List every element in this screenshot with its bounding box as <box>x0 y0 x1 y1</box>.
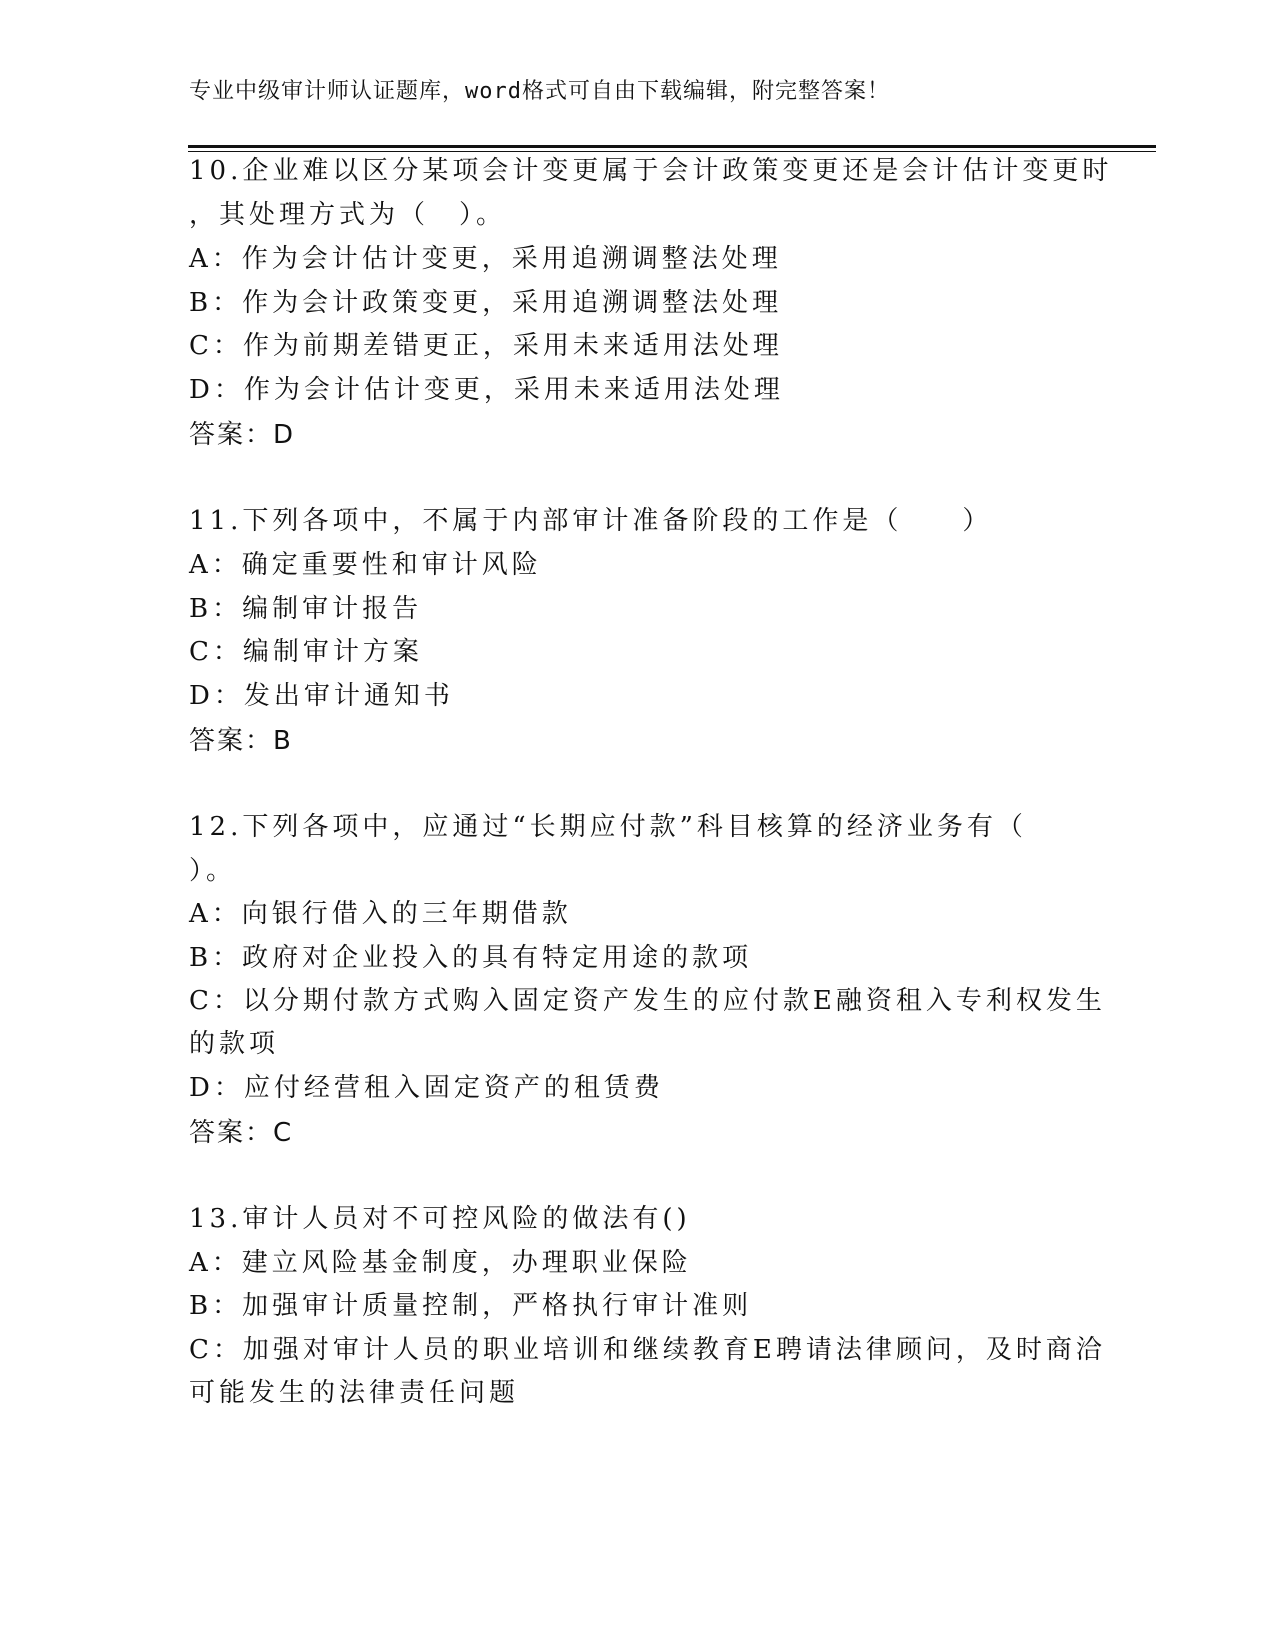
question-11-option-d: D：发出审计通知书 <box>189 681 454 711</box>
header-rule-thick <box>188 145 1156 148</box>
header-rule-thin <box>188 151 1156 152</box>
question-12-option-d: D：应付经营租入固定资产的租赁费 <box>189 1073 664 1103</box>
question-10-option-b: B：作为会计政策变更，采用追溯调整法处理 <box>189 288 783 318</box>
question-13-option-c-line-2: 可能发生的法律责任问题 <box>189 1378 520 1408</box>
question-10-option-d: D：作为会计估计变更，采用未来适用法处理 <box>189 375 784 405</box>
question-12-option-c-line-1: C：以分期付款方式购入固定资产发生的应付款E融资租入专利权发生 <box>189 986 1106 1016</box>
question-13-option-c-line-1: C：加强对审计人员的职业培训和继续教育E聘请法律顾问，及时商洽 <box>189 1335 1106 1365</box>
question-13-option-a: A：建立风险基金制度，办理职业保险 <box>189 1248 692 1278</box>
question-10-stem-line-1: 10.企业难以区分某项会计变更属于会计政策变更还是会计估计变更时 <box>189 156 1113 186</box>
question-11-option-b: B：编制审计报告 <box>189 594 423 624</box>
question-10-answer: 答案：D <box>189 420 296 450</box>
question-13-stem-line-1: 13.审计人员对不可控风险的做法有() <box>189 1204 691 1234</box>
question-12-answer: 答案：C <box>189 1118 294 1148</box>
question-11-stem-line-1: 11.下列各项中，不属于内部审计准备阶段的工作是（ ） <box>189 506 993 536</box>
question-11-option-c: C：编制审计方案 <box>189 637 423 667</box>
question-12-stem-line-1: 12.下列各项中，应通过“长期应付款”科目核算的经济业务有（ <box>189 812 1027 842</box>
page-header: 专业中级审计师认证题库，word格式可自由下载编辑，附完整答案！ <box>189 79 890 104</box>
question-13-option-b: B：加强审计质量控制，严格执行审计准则 <box>189 1291 753 1321</box>
question-10-stem-line-2: ，其处理方式为（ ）。 <box>189 200 507 230</box>
question-11-answer: 答案：B <box>189 726 293 756</box>
question-10-option-c: C：作为前期差错更正，采用未来适用法处理 <box>189 331 783 361</box>
question-10-option-a: A：作为会计估计变更，采用追溯调整法处理 <box>189 244 782 274</box>
question-12-option-c-line-2: 的款项 <box>189 1029 280 1059</box>
question-12-option-b: B：政府对企业投入的具有特定用途的款项 <box>189 943 753 973</box>
question-11-option-a: A：确定重要性和审计风险 <box>189 550 542 580</box>
question-12-option-a: A：向银行借入的三年期借款 <box>189 899 572 929</box>
question-12-stem-line-2: ）。 <box>189 856 237 886</box>
